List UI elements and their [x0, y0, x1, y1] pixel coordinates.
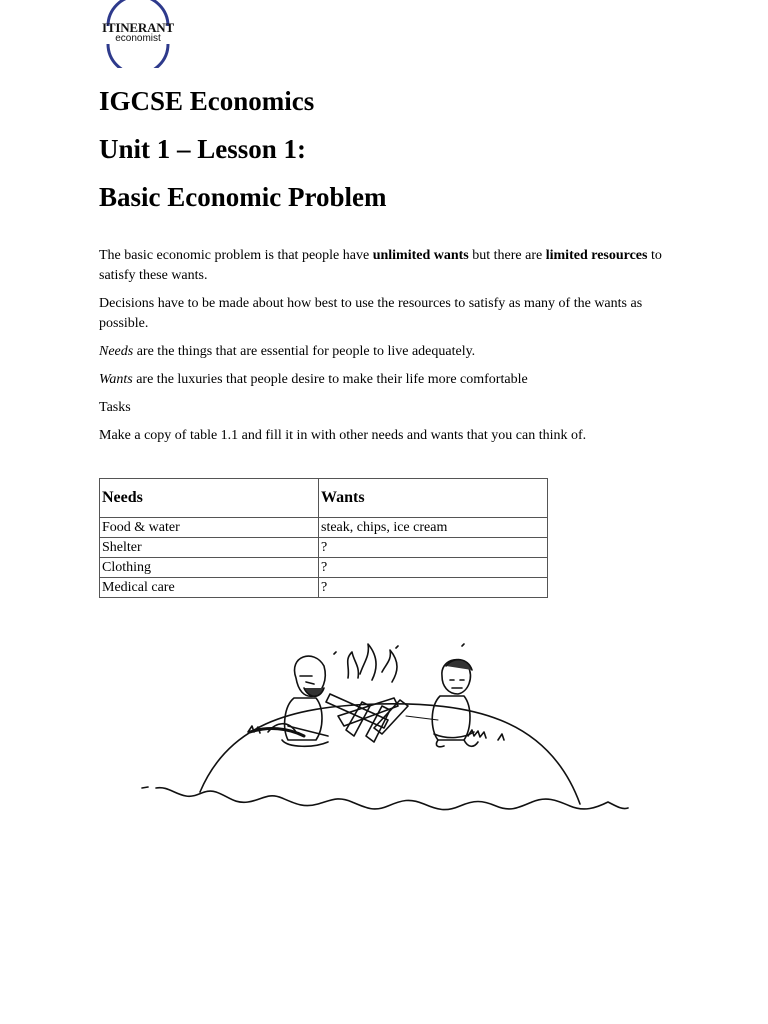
lesson-topic-title: Basic Economic Problem	[99, 182, 387, 212]
needs-cell: Clothing	[100, 558, 319, 578]
paragraph-decisions: Decisions have to be made about how best to use the resources to satisfy as many of the wants as possible.	[99, 296, 643, 331]
table-header-row	[100, 479, 548, 518]
lesson-body	[99, 246, 669, 454]
logo-line2: economist	[115, 33, 161, 44]
water-waves	[142, 787, 628, 810]
paragraph-basic-problem	[99, 246, 669, 286]
wants-cell: steak, chips, ice cream	[319, 518, 548, 538]
header-wants: Wants	[319, 479, 548, 518]
tasks-heading: Tasks	[99, 400, 131, 415]
desert-island-illustration	[138, 636, 633, 818]
table-row	[100, 538, 548, 558]
term-wants: Wants	[99, 372, 133, 387]
campfire	[326, 644, 408, 742]
term-needs: Needs	[99, 344, 134, 359]
island-hill	[200, 704, 580, 804]
needs-wants-table	[99, 478, 548, 598]
paragraph-needs-definition	[99, 342, 669, 362]
emphasis-unlimited-wants: unlimited wants	[372, 248, 469, 263]
needs-cell: Shelter	[100, 538, 319, 558]
needs-cell: Medical care	[100, 578, 319, 598]
woman-figure	[406, 644, 478, 747]
bearded-person-figure	[250, 656, 328, 746]
course-title: IGCSE Economics	[99, 86, 315, 116]
logo-line1: ITINERANT	[102, 20, 174, 35]
unit-lesson-title: Unit 1 – Lesson 1:	[99, 134, 307, 164]
paragraph-wants-definition	[99, 370, 669, 390]
table-row	[100, 518, 548, 538]
text-run: but there are	[468, 248, 546, 263]
table-row	[100, 558, 548, 578]
header-needs: Needs	[100, 479, 319, 518]
itinerant-economist-logo	[100, 0, 176, 68]
wants-cell: ?	[319, 538, 548, 558]
wants-cell: ?	[319, 578, 548, 598]
table-row	[100, 578, 548, 598]
emphasis-limited-resources: limited resources	[545, 248, 648, 263]
text-run: The basic economic problem is that people have	[99, 248, 373, 263]
task-instruction: Make a copy of table 1.1 and fill it in with other needs and wants that you can think of.	[99, 428, 587, 443]
text-run: are the things that are essential for people to live adequately.	[133, 344, 476, 359]
text-run: are the luxuries that people desire to make their life more comfortable	[132, 372, 528, 387]
wants-cell: ?	[319, 558, 548, 578]
text-run: to satisfy these wants.	[99, 248, 662, 283]
needs-cell: Food & water	[100, 518, 319, 538]
